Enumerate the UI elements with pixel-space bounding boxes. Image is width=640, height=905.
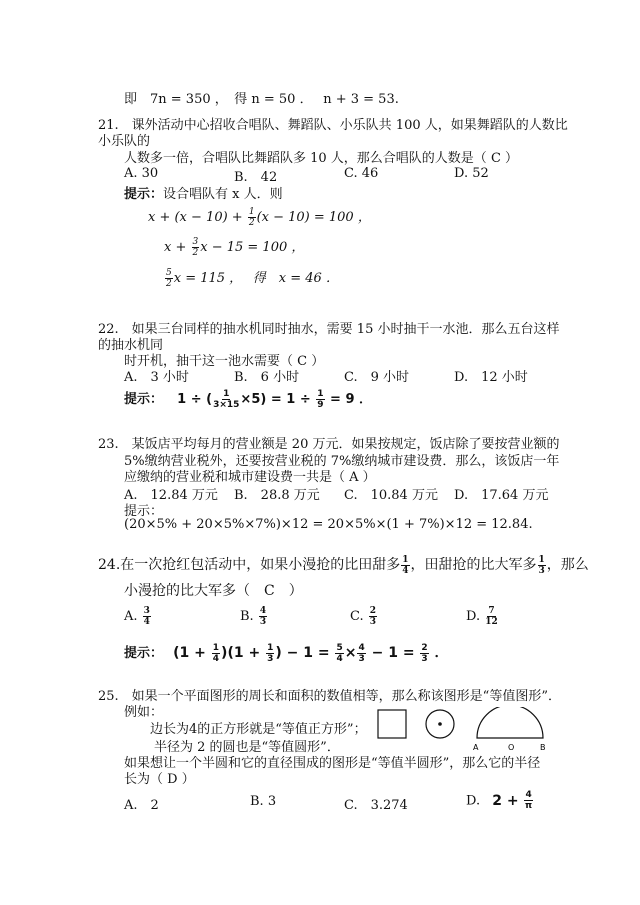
q24-option-a: A. $\frac{3}{4}$ <box>124 606 150 627</box>
q22-option-b: B. 6 小时 <box>234 370 300 385</box>
q25-line4: 半径为 2 的圆也是“等值圆形”． <box>154 740 340 755</box>
q24-option-d: D. $\frac{7}{12}$ <box>466 606 498 627</box>
q23-line2: 5%缴纳营业税外，还要按营业税的 7%缴纳城市建设费．那么，该饭店一年 <box>124 454 560 469</box>
q25-option-a: A. 2 <box>124 798 159 813</box>
q21-option-a: A. 30 <box>124 166 159 181</box>
q22-option-a: A. 3 小时 <box>124 370 189 385</box>
point-b-label: B <box>540 743 546 752</box>
hint-text: 设合唱队有 x 人．则 <box>163 187 283 202</box>
q23-option-b: B. 28.8 万元 <box>234 488 320 503</box>
q21-eq2: x + $\frac{3}{2}$ x − 15 = 100 ， <box>164 237 305 258</box>
q21-eq3: $\frac{5}{2}$ x = 115 ， 得 x = 46 ． <box>166 268 339 289</box>
q22-option-c: C. 9 小时 <box>344 370 410 385</box>
q24-line2: 小漫抢的比大军多（ C ） <box>124 583 303 599</box>
q22-hint: 提示： 1 ÷ ( $\frac{1}{3\times 15}$ ×5) = 1 ÷ $\frac{1}{9}$ = 9 ． <box>124 389 373 410</box>
q22-option-d: D. 12 小时 <box>454 370 528 385</box>
q22-line2: 的抽水机同 <box>98 338 164 353</box>
q21-line2: 小乐队的 <box>98 134 151 149</box>
q21-hint <box>124 183 283 202</box>
q25-line1: 25. 如果一个平面图形的周长和面积的数值相等，那么称该图形是“等值图形”． <box>98 689 561 704</box>
q23-option-a: A. 12.84 万元 <box>124 488 218 503</box>
q21-line3: 人数多一倍，合唱队比舞蹈队多 10 人，那么合唱队的人数是（ C ） <box>124 151 519 166</box>
q23-hint-expression: (20×5% + 20×5%×7%)×12 = 20×5%×(1 + 7%)×12 = 12.84. <box>124 517 533 532</box>
q24-option-b: B. $\frac{4}{3}$ <box>240 606 267 627</box>
q22-line3: 时开机，抽干这一池水需要（ C ） <box>124 354 325 369</box>
q25-line6: 长为（ D ） <box>124 772 195 787</box>
q25-line3: 边长为4的正方形就是“等值正方形”； <box>150 722 367 737</box>
hint-label: 提示： <box>124 187 164 202</box>
q21-option-c: C. 46 <box>344 166 379 181</box>
semicircle-figure <box>477 707 543 738</box>
q24-line1: 24.在一次抢红包活动中，如果小漫抢的比田甜多 $\frac{1}{4}$ ，田甜抢的比大军多 $\frac{1}{3}$ ，那么 <box>98 554 589 576</box>
circle-center-dot <box>438 722 442 726</box>
q25-line5: 如果想让一个半圆和它的直径围成的图形是“等值半圆形”，那么它的半径 <box>124 756 541 771</box>
q23-option-c: C. 10.84 万元 <box>344 488 438 503</box>
q23-option-d: D. 17.64 万元 <box>454 488 549 503</box>
q23-line3: 应缴纳的营业税和城市建设费一共是（ A ） <box>124 470 376 485</box>
q25-line2: 例如： <box>124 705 164 720</box>
q25-option-d: D. 2 + $\frac{4}{\pi}$ <box>466 790 533 811</box>
point-o-label: O <box>508 743 515 752</box>
q21-eq1: x + (x − 10) + $\frac{1}{2}$ (x − 10) = 100 ， <box>148 207 371 228</box>
q25-option-b: B. 3 <box>250 794 277 809</box>
square-figure <box>378 710 406 738</box>
q23-hint-label: 提示： <box>124 504 164 519</box>
q24-hint: 提示： (1 + $\frac{1}{4}$ )(1 + $\frac{1}{3}$ ) − 1 = $\frac{5}{4}$ × $\frac{4}{3}$ − 1 = $\frac{2}{3}$ ． <box>124 642 449 664</box>
point-a-label: A <box>473 743 479 752</box>
q24-option-c: C. $\frac{2}{3}$ <box>350 606 377 627</box>
q21-option-b: B. 42 <box>234 170 278 185</box>
q21-line1: 21. 课外活动中心招收合唱队、舞蹈队、小乐队共 100 人，如果舞蹈队的人数比 <box>98 118 568 133</box>
q21-option-d: D. 52 <box>454 166 489 181</box>
q25-option-c: C. 3.274 <box>344 798 408 813</box>
q22-line1: 22. 如果三台同样的抽水机同时抽水，需要 15 小时抽干一水池．那么五台这样 <box>98 322 560 337</box>
q25-figures <box>374 707 549 753</box>
q23-line1: 23. 某饭店平均每月的营业额是 20 万元．如果按规定，饭店除了要按营业额的 <box>98 437 560 452</box>
prev-solution-line: 即 7n = 350 ， 得 n = 50 ． n + 3 = 53. <box>124 92 399 107</box>
